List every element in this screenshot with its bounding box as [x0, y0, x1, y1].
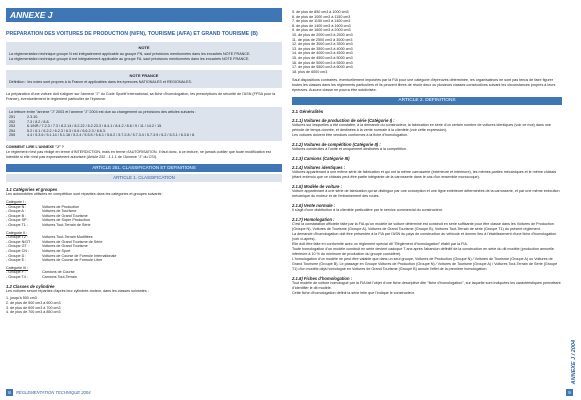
- note-france-text: Définition : les notes sont propres à la France et applicables dans les épreuves NATIONALES et REGIONALES.: [9, 80, 192, 84]
- def-214-title: 2.1.4) Voitures identiques :: [292, 165, 346, 171]
- generalites-heading: 2.1 Généralités: [292, 109, 324, 115]
- page-number-right: 9: [566, 389, 573, 396]
- left-page: [6, 8, 282, 392]
- article-251-heading: ARTICLE 251. CLASSIFICATION ET DEFINITIONS: [6, 164, 282, 172]
- def-212-title: 2.1.2) Voitures de compétition (Catégorie II) :: [292, 142, 381, 148]
- group-code: - Groupe T1 :: [6, 222, 28, 227]
- note-france-title: NOTE FRANCE: [129, 73, 159, 78]
- legend-num: 255: [9, 133, 16, 138]
- def-218-title: 2.1.8) Fiches d'homologation :: [292, 276, 353, 282]
- group-code: - Groupe A :: [6, 209, 26, 214]
- cylinder-classes-heading: 1.2 Classes de cylindrée: [6, 284, 55, 290]
- page-number-left: 8: [6, 389, 13, 396]
- footer-text: RÉGLEMENTATION TECHNIQUE 2004: [16, 390, 91, 395]
- class-item: 16. de plus de 5000 cm3 à 5500 cm3: [292, 60, 353, 65]
- legend-box: [6, 107, 282, 141]
- class-item: 10. de plus de 2000 cm3 à 2500 cm3: [292, 32, 353, 37]
- class-item: 8. de plus de 1400 cm3 à 1600 cm3: [292, 23, 351, 28]
- def-217-text-e: L'homologation d'un modèle ne peut être valable que dans un seul groupe, Voitures de Production (Groupe N) / Voitures de Tourisme (Groupe A) ou Voitures de Grand Tourisme (Groupe B). Le passage en Groupe Voitures de Production (Groupe N) / Voitures de Tourisme (Groupe A) / Voitures Tout-Terrain de Série (Groupe T1) d'un modèle déjà homologué en Voitures de Grand Tourisme (Groupe B) annule l'effet de la première homologation.: [292, 257, 558, 272]
- def-218-text: Tout modèle de voiture homologué par la FIA fait l'objet d'une fiche descriptive dite "fiche d'homologation", sur laquelle sont indiquées les caractéristiques permettant d'identifier le dit modèle.: [292, 281, 561, 291]
- def-216-title: 2.1.6) Vente normale :: [292, 203, 336, 209]
- categories-intro: Les automobiles utilisées en compétition sont réparties dans les catégories et groupes suivants :: [6, 191, 164, 196]
- def-218-text-b: Cette fiche d'homologation définit la série telle que l'indique le constructeur.: [292, 291, 415, 296]
- group-code: - Groupe CN :: [6, 248, 29, 253]
- def-217-title: 2.1.7) Homologation :: [292, 217, 335, 223]
- group-code: - Groupe F :: [6, 270, 26, 275]
- group-code: - Groupe B :: [6, 213, 27, 218]
- legend-table: [9, 115, 279, 138]
- group-desc: Voitures de Grand Tourisme de Série: [42, 239, 103, 244]
- class-item: 12. de plus de 3000 cm3 à 3500 cm3: [292, 42, 353, 47]
- class-item: 18. plus de 6000 cm3: [292, 69, 328, 74]
- group-code: - Groupe D :: [6, 253, 27, 258]
- right-page: [292, 10, 562, 392]
- def-216-text: Il s'agit d'une distribution à la clientèle particulière par le service commercial du constructeur.: [292, 208, 443, 213]
- class-item: 1. jusqu'à 500 cm3: [6, 296, 37, 301]
- group-desc: Camions de Course: [42, 270, 75, 275]
- def-217-text: C'est la constatation officielle faite par la FIA qu'un modèle de voiture déterminé est construit en série suffisante pour être classé dans les Voitures de Production (Groupe N), Voitures de Tourisme (Groupe A), Voitures de Grand Tourisme (Groupe B), Voitures Tout-Terrain de série (Groupe T1) du présent règlement.: [292, 222, 554, 232]
- group-desc: Voitures de Grand Tourisme: [42, 244, 88, 249]
- legend-text: 7.3 / 8.2 / 8.8.: [27, 119, 50, 124]
- cylinder-classes-list-left: [6, 296, 282, 314]
- group-desc: Camions Tout-Terrain: [42, 274, 77, 279]
- category-2-heading: Catégorie II :: [6, 230, 28, 235]
- def-215-title: 2.1.5) Modèle de voiture :: [292, 184, 343, 190]
- group-code: - Groupe T2 :: [6, 235, 28, 240]
- class-item: 14. de plus de 4000 cm3 à 4500 cm3: [292, 51, 353, 56]
- note-line: La réglementation technique groupe N est intégralement applicable au groupe FN, sauf précisions mentionnées dans les encadrés NOTE FRANCE.: [9, 52, 251, 56]
- class-item: 3. de plus de 600 cm3 à 700 cm3: [6, 305, 61, 310]
- comment-text: Le règlement n'est pas rédigé en terme d'INTERDICTION, mais en terme d'AUTORISATION. Il faut donc, à ce lecture, ne jamais oublier que toute modification est interdite si elle n'est pas expressément autorisée (Article 252 - 1.1.1 de l'Annexe "J" du CSI).: [6, 149, 271, 159]
- def-212-text: Voitures construites à l'unité et uniquement destinées à la compétition.: [292, 147, 407, 152]
- class-item: 11. de plus de 2500 cm3 à 3000 cm3: [292, 37, 353, 42]
- left-footer: [6, 389, 91, 396]
- note-box: [6, 42, 282, 65]
- class-item: 9. de plus de 1600 cm3 à 2000 cm3: [292, 28, 351, 33]
- class-item: 2. de plus de 500 cm3 à 600 cm3: [6, 301, 61, 306]
- category-1-list: [6, 205, 282, 228]
- group-desc: Voitures de Sport: [42, 248, 71, 253]
- group-code: - Groupe E :: [6, 258, 27, 263]
- class-item: 5. de plus de 850 cm3 à 1000 cm3: [292, 10, 349, 14]
- legend-num: 252: [9, 119, 16, 124]
- group-desc: Voitures de Grand Tourisme: [42, 213, 88, 218]
- category-3-heading: Catégorie III :: [6, 265, 29, 270]
- annexe-title-bar: ANNEXE J: [6, 8, 282, 22]
- class-item: 7. de plus de 1150 cm3 à 1400 cm3: [292, 19, 351, 24]
- def-217-text-c: Elle doit être faite en conformité avec un règlement spécial dit "Règlement d'homologation" établi par la FIA.: [292, 242, 468, 247]
- cylinder-classes-list-right: [292, 10, 562, 74]
- def-213-title: 2.1.3) Camions (Catégorie III): [292, 156, 350, 162]
- class-item: 15. de plus de 4500 cm3 à 5000 cm3: [292, 55, 353, 60]
- legend-text: 6.1/NR / 7.2.3 / 7.3 / 8.2.14 / 8.2.22 / 8.2.23.3 / 8.4.1 / 8.4.2 / 8.6 / 9 / 11 / 14.2 / 15.: [27, 124, 163, 129]
- def-217-text-b: La demande d'homologation doit être présentée à la FIA par l'ASN du pays de construction du véhicule et donner lieu à l'établissement d'une fiche d'homologation (voir ci-après).: [292, 232, 557, 242]
- class-item: 17. de plus de 5500 cm3 à 6000 cm3: [292, 65, 353, 70]
- group-desc: Voitures Tout-Terrain Modifiées: [42, 235, 93, 240]
- note-title: NOTE: [138, 45, 150, 50]
- cylinder-note: Sauf dispositions contraires, éventuellement imposées par la FIA pour une catégorie d'épreuves déterminée, les organisateurs ne sont pas tenus de faire figurer toutes les classes dans les règlements particuliers et ils peuvent libres de réunir deux ou plusieurs classes consécutives suivant les circonstances propres à leurs épreuves. Aucune classe ne pourra être subdivisée.: [292, 78, 556, 93]
- group-code: - Groupe SP :: [6, 218, 29, 223]
- group-code: - Groupe N/GT :: [6, 239, 33, 244]
- legend-num: 253: [9, 124, 16, 129]
- note-line: La réglementation technique groupe A est intégralement applicable au groupe FA, sauf précisions mentionnées dans les encadrés NOTE FRANCE.: [9, 57, 250, 61]
- category-2-list: [6, 235, 282, 263]
- cylinder-classes-intro: Les voitures seront réparties d'après leur cylindrée-moteur, dans les classes suivantes :: [6, 289, 149, 294]
- categories-heading: 1.1 Catégories et groupes: [6, 186, 58, 192]
- group-code: - Groupe T4 :: [6, 274, 28, 279]
- legend-num: 251: [9, 115, 16, 119]
- legend-intro: La lettrure entre "annexe "J" 2003 et l'annexe "J" 2004 est due au changement ou précisions des articles suivants :: [9, 110, 197, 114]
- group-code: - Groupe GT :: [6, 244, 29, 249]
- group-desc: Voitures Tout-Terrain de Série: [42, 222, 91, 227]
- class-item: 6. de plus de 1000 cm3 à 1150 cm3: [292, 14, 351, 19]
- group-desc: Voitures de Tourisme: [42, 209, 77, 214]
- intro-paragraph: La préparation d'une voiture doit s'aligner sur l'annexe "J" du Code Sportif International, sa fiche d'homologation, les prescriptions de sécurité de l'ASN (FFSA pour la France), éventuellement le règlement particulier de l'épreuve.: [6, 92, 276, 101]
- legend-num: 254: [9, 128, 16, 133]
- category-1-heading: Catégorie I :: [6, 199, 27, 204]
- class-item: 4. de plus de 700 cm3 à 850 cm3: [6, 310, 61, 315]
- class-item: 13. de plus de 3500 cm3 à 4000 cm3: [292, 46, 353, 51]
- legend-text: 4.4 / 5.3.6 / 5.1.14 / 5.1.16 / 5.2.4 / 5.5.5 / 5.6.1 / 5.6.2 / 5.7.2.8 / 5.7.3.4 / 5.7.3.9 / 6.2 / 6.3.1 / 6.3.6 / 8.: [27, 133, 196, 138]
- group-desc: Voitures de Super Production: [42, 218, 90, 223]
- legend-text: 5.2 / 6.1 / 6.2.2 / 6.2.3 / 6.3 / 6.6 / 6.6.2.3 / 6.6.3.: [27, 128, 106, 133]
- legend-text: 2.3.10.: [27, 115, 39, 119]
- prep-title: PREPARATION DES VOITURES DE PRODUCTION (N/FN), TOURISME (A/FA) ET GRAND TOURISME (B): [6, 31, 258, 37]
- category-3-list: [6, 270, 282, 279]
- group-desc: Voitures de Production: [42, 204, 80, 209]
- def-214-text: Voitures appartenant à une même série de fabrication et qui ont la même carrosserie (extérieure et intérieure), les mêmes parties mécaniques et le même châssis (étant entendu que ce châssis peut être partie intégrante de la carrosserie dans le cas d'un ensemble monocoque).: [292, 170, 557, 180]
- side-running-title: ANNEXE J / 2004: [571, 340, 577, 385]
- group-code: - Groupe N :: [6, 204, 27, 209]
- def-215-text: Voiture appartenant à une série de fabrication qui se distingue par une conception et une ligne extérieure déterminées de la carrosserie, et par une même exécution mécanique du moteur et de l'entraînement des roues.: [292, 189, 560, 199]
- note-france-box: [6, 70, 282, 88]
- article-2-heading: ARTICLE 2. DEFINITIONS: [292, 97, 562, 105]
- group-desc: Voitures de Course de Formule Internationale: [42, 253, 117, 258]
- comment-title: COMMENT LIRE L'ANNEXE "J" ?: [6, 144, 64, 149]
- def-211-title: 2.1.1) Voitures de production de série (Catégorie I) :: [292, 118, 395, 124]
- def-217-text-d: Toute homologation d'un modèle construit en série devient caduque 7 ans après l'abandon définitif de la construction en série du dit modèle (production annuelle inférieure à 10 % du minimum de production du groupe considéré).: [292, 247, 554, 257]
- def-211-text: Voitures sur lesquelles a été constatée, à la demande du constructeur, la fabrication en série d'un certain nombre de voitures identiques (voir ce mot) dans une période de temps donnée, et destinées à la vente normale à la clientèle (voir cette expression).: [292, 123, 551, 133]
- article-1-heading: ARTICLE 1. CLASSIFICATION: [6, 174, 282, 182]
- def-211-text-b: Les voitures doivent être vendues conformes à la fiche d'homologation.: [292, 133, 409, 138]
- group-desc: Voitures de Course de Formule Libre: [42, 258, 103, 263]
